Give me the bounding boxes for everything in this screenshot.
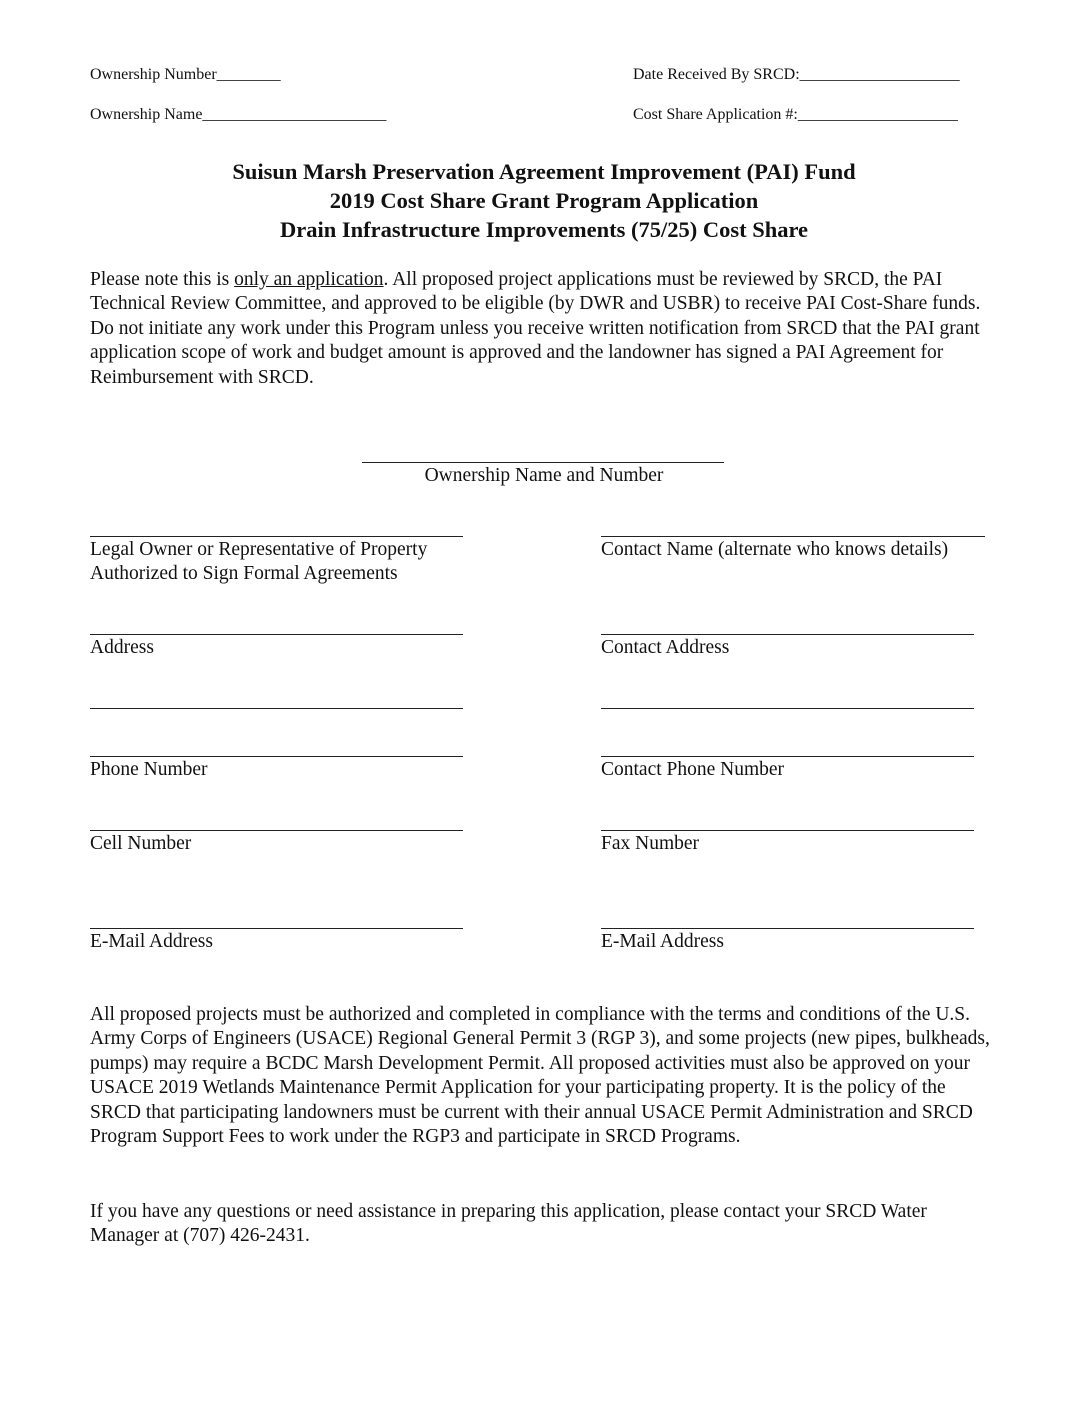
fax-label: Fax Number	[601, 833, 700, 854]
address-label: Address	[90, 637, 154, 658]
ownership-name-blank[interactable]: _______________________	[202, 106, 387, 123]
contact-name-label: Contact Name (alternate who knows details)	[601, 539, 949, 560]
title-line-3: Drain Infrastructure Improvements (75/25) Cost Share	[279, 217, 809, 242]
date-received-label: Date Received By SRCD:	[633, 66, 800, 83]
intro-underlined: only an application	[234, 269, 384, 290]
contact-email-line[interactable]	[601, 928, 974, 929]
phone-line[interactable]	[90, 756, 463, 757]
title-line-1: Suisun Marsh Preservation Agreement Improvement (PAI) Fund	[232, 159, 856, 184]
cost-share-application-label: Cost Share Application #:	[633, 106, 798, 123]
title-line-2: 2019 Cost Share Grant Program Application	[329, 188, 759, 213]
phone-label: Phone Number	[90, 759, 208, 780]
ownership-name-field[interactable]	[90, 106, 386, 124]
intro-prefix: Please note this is	[90, 269, 235, 290]
contact-address-line[interactable]	[601, 634, 974, 635]
cell-label: Cell Number	[90, 833, 192, 854]
fax-line[interactable]	[601, 830, 974, 831]
email-line[interactable]	[90, 928, 463, 929]
contact-phone-line[interactable]	[601, 756, 974, 757]
email-label: E-Mail Address	[90, 931, 213, 952]
legal-owner-label-2: Authorized to Sign Formal Agreements	[90, 563, 398, 584]
contact-name-line[interactable]	[601, 536, 985, 537]
legal-owner-label: Legal Owner or Representative of Property	[90, 539, 428, 560]
document-title	[0, 157, 1088, 244]
cell-line[interactable]	[90, 830, 463, 831]
intro-rest: . All proposed project applications must be reviewed by SRCD, the PAI Technical Review Committee, and approved to be eligible (by DWR and USBR) to receive PAI Cost-Share funds. Do not initiate any work under this Program unless you receive written notification from SRCD that the PAI grant application scope of work and budget amount is approved and the landowner has signed a PAI Agreement for Reimbursement with SRCD.	[90, 269, 981, 388]
contact-address-line-2[interactable]	[601, 708, 974, 709]
ownership-name-number-line[interactable]	[362, 462, 724, 463]
address-line-2[interactable]	[90, 708, 463, 709]
compliance-paragraph: All proposed projects must be authorized and completed in compliance with the terms and conditions of the U.S. Army Corps of Engineers (USACE) Regional General Permit 3 (RGP 3), and some projects (new pipes, bulkheads, pumps) may require a BCDC Marsh Development Permit. All proposed activities must also be approved on your USACE 2019 Wetlands Maintenance Permit Application for your participating property. It is the policy of the SRCD that participating landowners must be current with their annual USACE Permit Administration and SRCD Program Support Fees to work under the RGP3 and participate in SRCD Programs.	[90, 1004, 990, 1148]
ownership-name-label: Ownership Name	[90, 106, 203, 123]
legal-owner-line[interactable]	[90, 536, 463, 537]
date-received-blank[interactable]: ____________________	[799, 66, 960, 83]
ownership-number-field[interactable]	[90, 66, 281, 84]
cost-share-application-field[interactable]	[633, 106, 958, 124]
contact-address-label: Contact Address	[601, 637, 730, 658]
ownership-number-blank[interactable]: ________	[216, 66, 281, 83]
ownership-number-label: Ownership Number	[90, 66, 217, 83]
intro-paragraph	[90, 268, 995, 390]
contact-phone-label: Contact Phone Number	[601, 759, 785, 780]
questions-paragraph: If you have any questions or need assistance in preparing this application, please contact your SRCD Water Manager at (707) 426-2431.	[90, 1201, 927, 1247]
contact-email-label: E-Mail Address	[601, 931, 724, 952]
date-received-field[interactable]	[633, 66, 960, 84]
address-line[interactable]	[90, 634, 463, 635]
cost-share-application-blank[interactable]: ____________________	[797, 106, 958, 123]
ownership-name-number-label: Ownership Name and Number	[424, 465, 664, 486]
